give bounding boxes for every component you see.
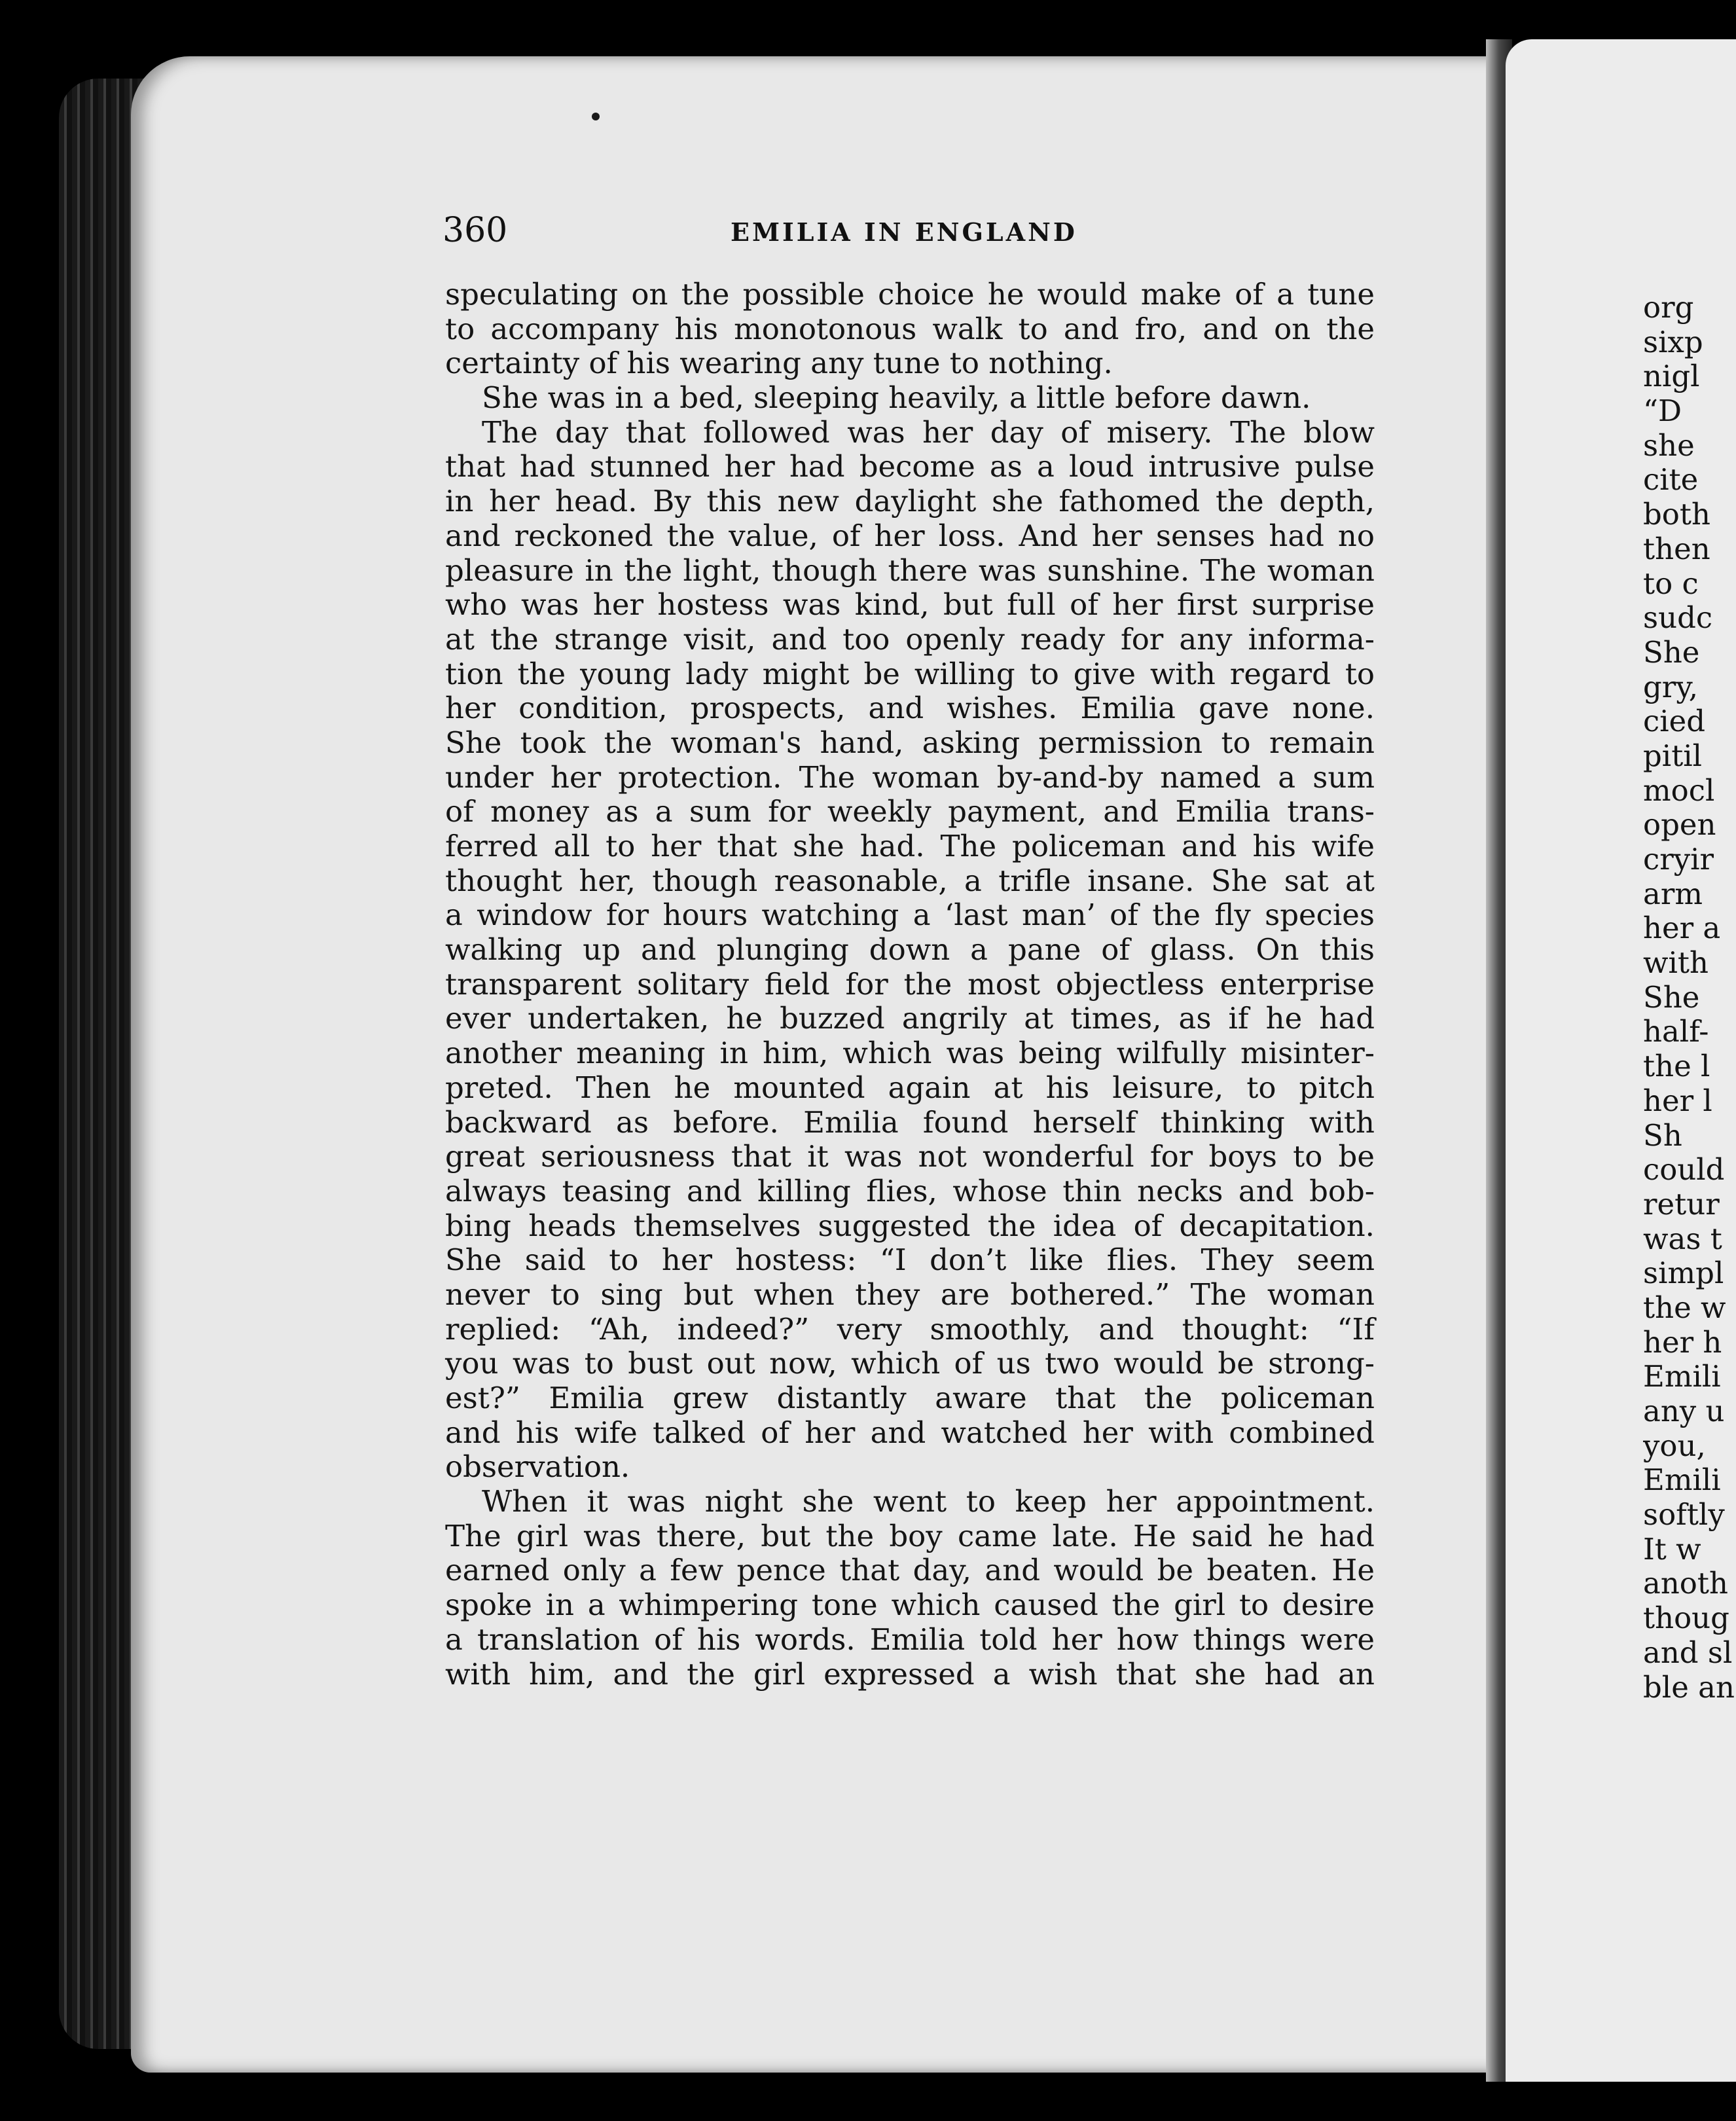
facing-page-line-fragment: with: [1643, 945, 1709, 981]
text-line: another meaning in him, which was being wilfully misinter-: [445, 1036, 1375, 1071]
text-line: tion the young lady might be willing to give with regard to: [445, 656, 1375, 691]
facing-page-line-fragment: She: [1643, 979, 1700, 1015]
text-line: walking up and plunging down a pane of glass. On this: [445, 932, 1375, 968]
text-line: certainty of his wearing any tune to nothing.: [445, 346, 1113, 381]
facing-page-line-fragment: thoug: [1643, 1601, 1729, 1636]
text-line: thought her, though reasonable, a trifle insane. She sat at: [445, 863, 1375, 898]
text-line: ferred all to her that she had. The policeman and his wife: [445, 829, 1375, 863]
text-line: observation.: [445, 1449, 630, 1485]
facing-page-line-fragment: sudc: [1643, 600, 1713, 636]
page-number: 360: [443, 211, 508, 250]
running-head: [443, 211, 1385, 253]
text-line: She took the woman's hand, asking permission to remain: [445, 725, 1375, 760]
text-line: great seriousness that it was not wonderful for boys to be: [445, 1139, 1375, 1174]
text-line: her condition, prospects, and wishes. Emilia gave none.: [445, 691, 1375, 726]
text-line: that had stunned her had become as a loud intrusive pulse: [445, 449, 1375, 484]
text-line: you was to bust out now, which of us two would be strong-: [445, 1346, 1375, 1381]
text-line: always teasing and killing flies, whose thin necks and bob-: [445, 1173, 1375, 1208]
text-line: preted. Then he mounted again at his leisure, to pitch: [445, 1070, 1375, 1105]
facing-page-line-fragment: ble an: [1643, 1669, 1735, 1705]
facing-page-line-fragment: simpl: [1643, 1256, 1724, 1291]
facing-page-line-fragment: then: [1643, 531, 1710, 566]
facing-page-line-fragment: “D: [1643, 393, 1682, 429]
text-line: and reckoned the value, of her loss. And her senses had no: [445, 518, 1375, 553]
facing-page-line-fragment: was t: [1643, 1221, 1722, 1256]
facing-page-line-fragment: could: [1643, 1152, 1725, 1187]
text-line: When it was night she went to keep her appointment.: [482, 1484, 1375, 1519]
facing-page-line-fragment: her h: [1643, 1324, 1722, 1360]
text-line: of money as a sum for weekly payment, and Emilia trans-: [445, 794, 1375, 829]
facing-page-line-fragment: she: [1643, 427, 1695, 463]
text-line: under her protection. The woman by-and-by named a sum: [445, 759, 1375, 795]
text-line: at the strange visit, and too openly ready for any informa-: [445, 621, 1375, 657]
facing-page-line-fragment: arm: [1643, 876, 1703, 911]
facing-page-line-fragment: the l: [1643, 1049, 1710, 1084]
facing-page-line-fragment: you,: [1643, 1428, 1706, 1463]
text-line: in her head. By this new daylight she fathomed the depth,: [445, 484, 1375, 519]
facing-page-text: [1643, 291, 1736, 1705]
facing-page-line-fragment: her l: [1643, 1083, 1712, 1118]
facing-page-line-fragment: pitil: [1643, 738, 1703, 773]
facing-page-line-fragment: It w: [1643, 1531, 1701, 1567]
ink-speck: [592, 113, 600, 120]
facing-page-line-fragment: softly: [1643, 1497, 1725, 1532]
facing-page-line-fragment: She: [1643, 634, 1700, 670]
text-line: est?” Emilia grew distantly aware that the policeman: [445, 1381, 1375, 1415]
text-line: ever undertaken, he buzzed angrily at times, as if he had: [445, 1001, 1375, 1036]
text-line: earned only a few pence that day, and would be beaten. He: [445, 1553, 1375, 1588]
facing-page-line-fragment: to c: [1643, 566, 1699, 601]
facing-page-line-fragment: Sh: [1643, 1117, 1682, 1153]
text-line: transparent solitary field for the most objectless enterprise: [445, 966, 1375, 1002]
facing-page-line-fragment: cied: [1643, 704, 1706, 739]
facing-page-line-fragment: Emili: [1643, 1359, 1721, 1394]
text-line: and his wife talked of her and watched her with combined: [445, 1415, 1375, 1450]
text-line: replied: “Ah, indeed?” very smoothly, and thought: “If: [445, 1311, 1375, 1347]
facing-page-line-fragment: retur: [1643, 1186, 1720, 1222]
facing-page-line-fragment: open: [1643, 807, 1716, 843]
text-line: backward as before. Emilia found herself thinking with: [445, 1104, 1375, 1140]
text-line: The girl was there, but the boy came late. He said he had: [445, 1518, 1375, 1553]
text-line: speculating on the possible choice he would make of a tune: [445, 277, 1375, 312]
text-line: spoke in a whimpering tone which caused the girl to desire: [445, 1587, 1375, 1623]
facing-page-line-fragment: both: [1643, 497, 1710, 532]
facing-page-line-fragment: sixp: [1643, 324, 1703, 359]
facing-page-line-fragment: gry,: [1643, 669, 1699, 704]
text-line: She said to her hostess: “I don’t like flies. They seem: [445, 1242, 1375, 1278]
text-line: never to sing but when they are bothered.” The woman: [445, 1277, 1375, 1312]
facing-page-line-fragment: her a: [1643, 911, 1721, 946]
text-line: to accompany his monotonous walk to and fro, and on the: [445, 311, 1375, 346]
text-line: The day that followed was her day of misery. The blow: [482, 414, 1375, 450]
text-line: bing heads themselves suggested the idea of decapitation.: [445, 1208, 1375, 1243]
facing-page-line-fragment: and sl: [1643, 1635, 1733, 1670]
text-line: a translation of his words. Emilia told her how things were: [445, 1622, 1375, 1657]
facing-page-line-fragment: any u: [1643, 1394, 1725, 1428]
facing-page-line-fragment: anoth: [1643, 1566, 1728, 1601]
facing-page-line-fragment: cryir: [1643, 842, 1714, 877]
text-line: She was in a bed, sleeping heavily, a little before dawn.: [482, 380, 1311, 416]
body-text: [445, 278, 1375, 1692]
facing-page-line-fragment: mocl: [1643, 772, 1715, 808]
facing-page-line-fragment: nigl: [1643, 359, 1700, 394]
text-line: who was her hostess was kind, but full of her first surprise: [445, 587, 1375, 623]
running-title: EMILIA IN ENGLAND: [731, 217, 1077, 247]
facing-page-line-fragment: Emili: [1643, 1462, 1721, 1498]
text-line: a window for hours watching a ‘last man’ of the fly species: [445, 897, 1375, 933]
text-line: pleasure in the light, though there was sunshine. The woman: [445, 553, 1375, 588]
text-line: with him, and the girl expressed a wish that she had an: [445, 1656, 1375, 1692]
facing-page-line-fragment: org: [1643, 291, 1694, 325]
facing-page-line-fragment: the w: [1643, 1290, 1726, 1325]
facing-page-line-fragment: half-: [1643, 1014, 1709, 1049]
facing-page-line-fragment: cite: [1643, 462, 1699, 498]
